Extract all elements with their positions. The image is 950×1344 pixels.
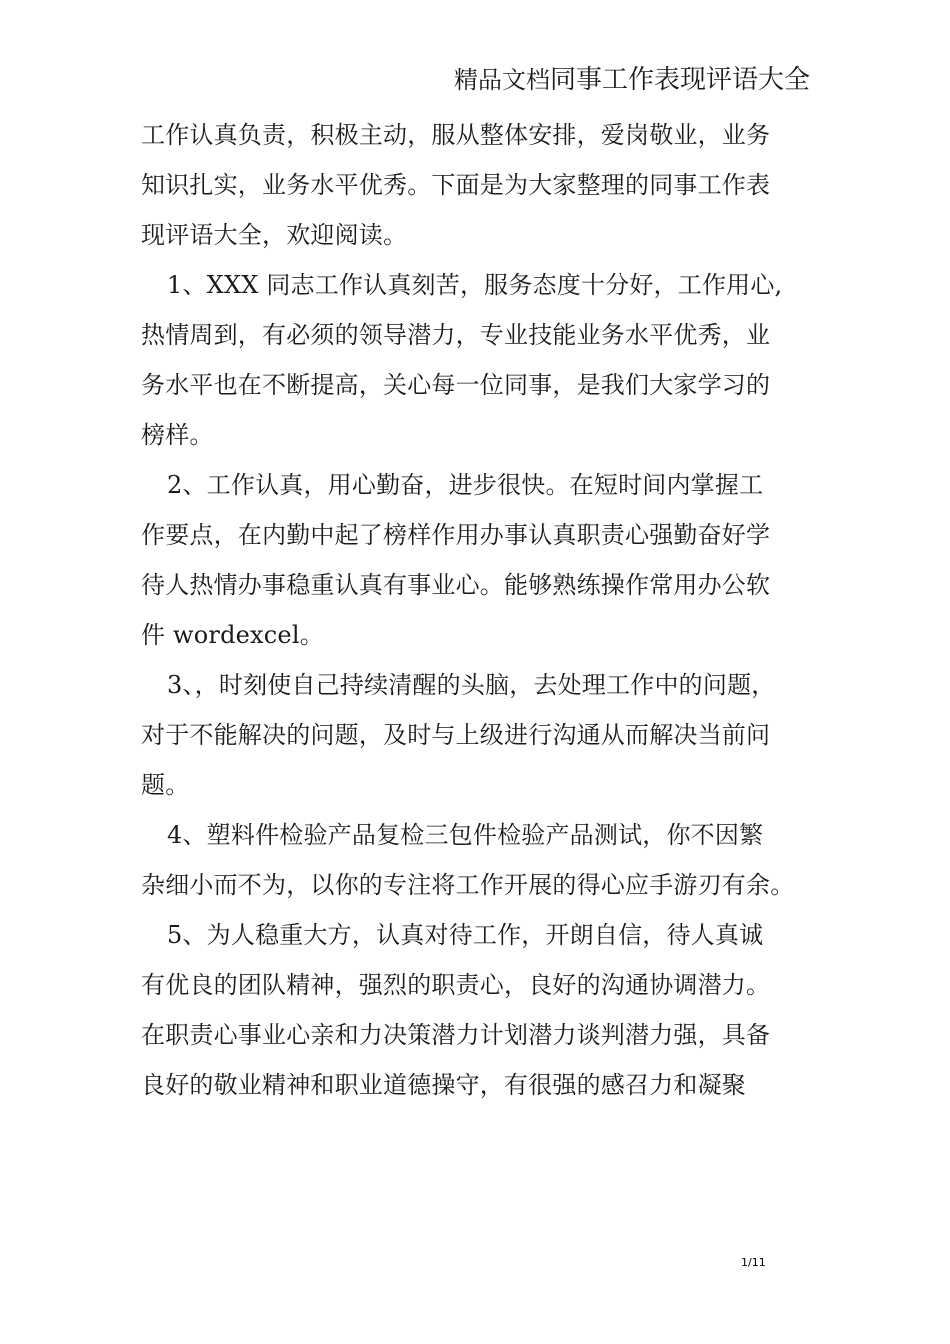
text-line: 件 wordexcel。 — [141, 621, 324, 649]
document-header — [454, 60, 810, 103]
text-line: 在职责心事业心亲和力决策潜力计划潜力谈判潜力强，具备 — [141, 1021, 771, 1049]
text-line: 榜样。 — [141, 421, 214, 449]
text-line: 良好的敬业精神和职业道德操守，有很强的感召力和凝聚 — [141, 1071, 746, 1099]
text-line: 现评语大全，欢迎阅读。 — [141, 221, 408, 249]
page-number: 1/11 — [741, 1256, 766, 1269]
text-line: 1、XXX 同志工作认真刻苦，服务态度十分好，工作用心, — [167, 271, 783, 299]
text-line: 杂细小而不为，以你的专注将工作开展的得心应手游刃有余。 — [141, 871, 795, 899]
document-body — [141, 110, 811, 1110]
header-brand: 精品文档 — [453, 66, 550, 94]
text-line: 题。 — [141, 771, 190, 799]
text-line: 4、塑料件检验产品复检三包件检验产品测试，你不因繁 — [167, 821, 764, 849]
text-line: 工作认真负责，积极主动，服从整体安排，爱岗敬业，业务 — [141, 121, 771, 149]
text-line: 5、为人稳重大方，认真对待工作，开朗自信，待人真诚 — [167, 921, 764, 949]
text-line: 有优良的团队精神，强烈的职责心，良好的沟通协调潜力。 — [141, 971, 771, 999]
document-title: 同事工作表现评语大全 — [549, 65, 810, 95]
text-line: 对于不能解决的问题，及时与上级进行沟通从而解决当前问 — [141, 721, 771, 749]
text-line: 3、，时刻使自己持续清醒的头脑，去处理工作中的问题， — [167, 671, 776, 699]
text-line: 2、工作认真，用心勤奋，进步很快。在短时间内掌握工 — [167, 471, 764, 499]
text-line: 务水平也在不断提高，关心每一位同事，是我们大家学习的 — [141, 371, 771, 399]
text-line: 知识扎实，业务水平优秀。下面是为大家整理的同事工作表 — [141, 171, 771, 199]
text-line: 待人热情办事稳重认真有事业心。能够熟练操作常用办公软 — [141, 571, 771, 599]
text-line: 作要点，在内勤中起了榜样作用办事认真职责心强勤奋好学 — [141, 521, 771, 549]
text-line: 热情周到，有必须的领导潜力，专业技能业务水平优秀，业 — [141, 321, 771, 349]
